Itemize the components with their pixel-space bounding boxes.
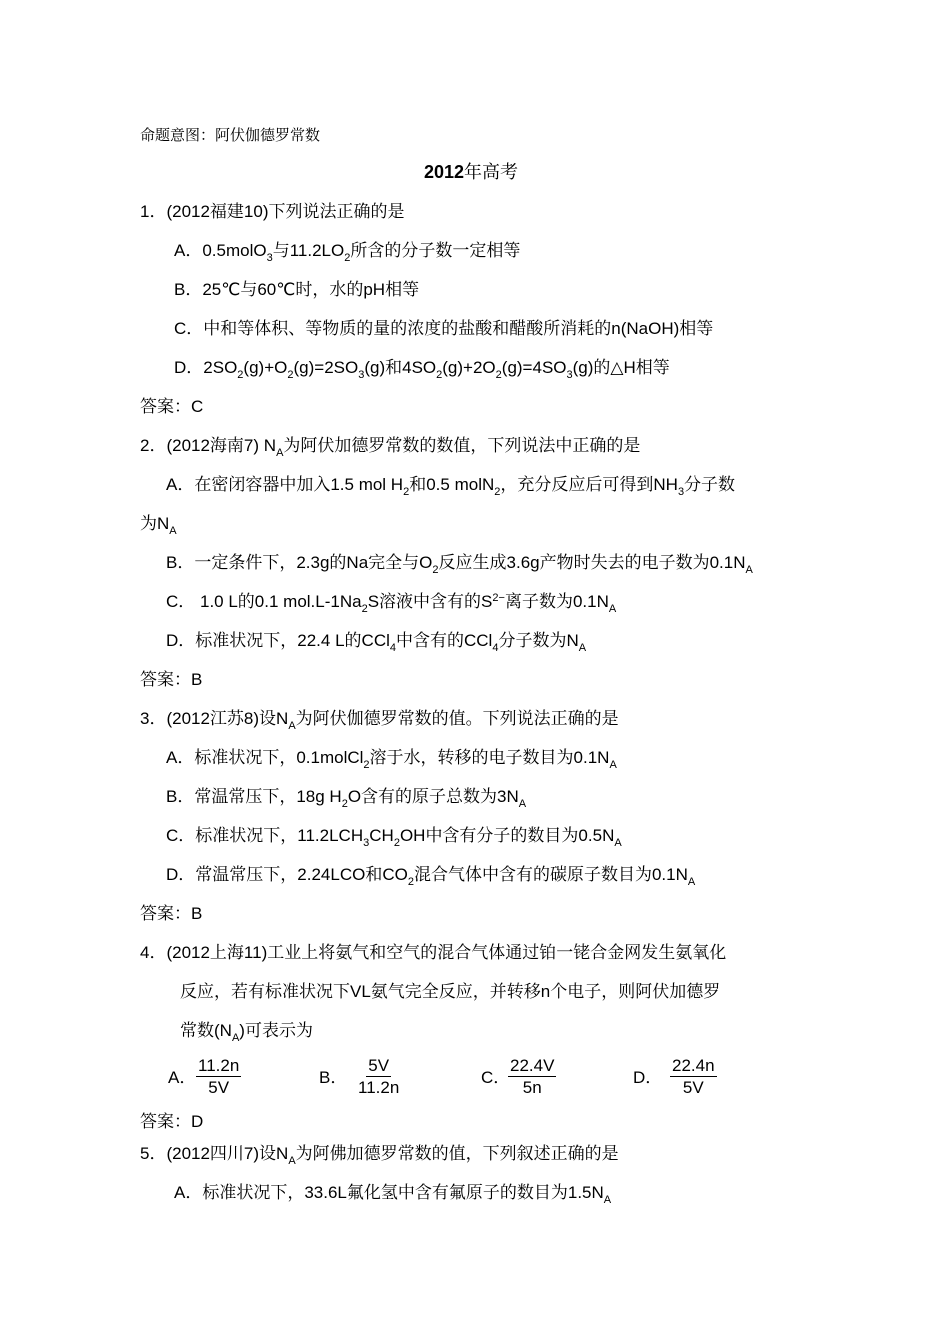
question-2-stem: 2．(2012海南7) $N_A$为阿伏加德罗常数的数值，下列说法中正确的是 xyxy=(140,436,641,459)
question-1-option-b: B．25℃与60℃时，水的pH相等 xyxy=(174,280,420,299)
question-3-option-d: D．常温常压下，2.24LCO和$CO_2$混合气体中含有的碳原子数目为$0.1N_A$ xyxy=(166,865,696,888)
question-4-option-b-label: B． xyxy=(319,1068,348,1087)
question-4-option-a-label: A． xyxy=(168,1068,197,1087)
question-4-option-b-fraction xyxy=(356,1055,401,1098)
question-1-option-a: A．0.5molO$_3$与$11.2LO_2$所含的分子数一定相等 xyxy=(174,241,521,264)
question-4-option-a-fraction xyxy=(196,1055,241,1098)
question-1-stem: 1．(2012福建10)下列说法正确的是 xyxy=(140,202,405,221)
question-3-option-a: A．标准状况下，0.1molCl$_2$溶于水，转移的电子数目为$0.1N_A$ xyxy=(166,748,617,771)
question-4-stem-line-1: 4．(2012上海11)工业上将氨气和空气的混合气体通过铂一铑合金网发生氨氧化 xyxy=(140,943,727,962)
fraction-denominator: 11.2n xyxy=(358,1078,400,1097)
question-3-answer: 答案：B xyxy=(140,904,203,923)
question-3-option-c: C．标准状况下，$11.2LCH_3CH_2OH$中含有分子的数目为$0.5N_A$ xyxy=(166,826,622,849)
question-4-stem-line-3: 常数$(N_A)$可表示为 xyxy=(180,1021,313,1044)
fraction-numerator: 11.2n xyxy=(198,1056,240,1075)
purpose-label: 命题意图：阿伏伽德罗常数 xyxy=(140,126,321,144)
question-2-option-a-continued: 为$N_A$ xyxy=(140,514,177,537)
question-1-option-d: D．$2SO_2(g)+O_2(g)=2SO_3(g)$和$4SO_2(g)+2O_2(g)=4SO_3(g)$的△H相等 xyxy=(174,358,670,381)
fraction-numerator: 22.4V xyxy=(510,1056,555,1075)
fraction-denominator: 5n xyxy=(522,1078,542,1097)
question-1-answer: 答案：C xyxy=(140,397,204,416)
fraction-numerator: 5V xyxy=(368,1056,390,1075)
question-4-answer: 答案：D xyxy=(140,1112,204,1131)
fraction-numerator: 22.4n xyxy=(672,1056,715,1075)
question-4-option-d-label: D． xyxy=(633,1068,663,1087)
question-2-option-d: D．标准状况下，22.4 L的CCl$_4$中含有的CCl$_4$分子数为$N_A$ xyxy=(166,631,587,654)
question-1-option-c: C．中和等体积、等物质的量的浓度的盐酸和醋酸所消耗的n(NaOH)相等 xyxy=(174,319,714,338)
question-2-option-b: B．一定条件下，2.3g的Na完全与$O_2$反应生成3.6g产物时失去的电子数为$0.1N_A$ xyxy=(166,553,753,576)
question-5-stem: 5．(2012四川7)设$N_A$为阿佛加德罗常数的值，下列叙述正确的是 xyxy=(140,1144,619,1167)
question-4-option-c-fraction xyxy=(508,1055,556,1098)
fraction-denominator: 5V xyxy=(682,1078,704,1097)
question-2-answer: 答案：B xyxy=(140,670,203,689)
section-title: 2012年高考 xyxy=(424,162,519,182)
question-4-stem-line-2: 反应，若有标准状况下VL氨气完全反应，并转移n个电子，则阿伏加德罗 xyxy=(180,982,721,1001)
question-5-option-a: A．标准状况下，33.6L氟化氢中含有氟原子的数目为$1.5N_A$ xyxy=(174,1183,612,1206)
question-3-stem: 3．(2012江苏8)设$N_A$为阿伏伽德罗常数的值。下列说法正确的是 xyxy=(140,709,619,732)
question-4-option-c-label: C． xyxy=(481,1068,511,1087)
question-4-option-d-fraction xyxy=(670,1055,717,1098)
fraction-denominator: 5V xyxy=(208,1078,230,1097)
question-2-option-c: C． 1.0 L的0.1 $mol.L-1Na_2S$溶液中含有的$S^{2-}$离子数为$0.1N_A$ xyxy=(166,592,617,615)
question-2-option-a: A．在密闭容器中加入1.5 mol $H_2$和0.5 molN$_2$，充分反应后可得到$NH_3$分子数 xyxy=(166,475,736,498)
question-3-option-b: B．常温常压下，18g $H_2O$含有的原子总数为$3N_A$ xyxy=(166,787,527,810)
